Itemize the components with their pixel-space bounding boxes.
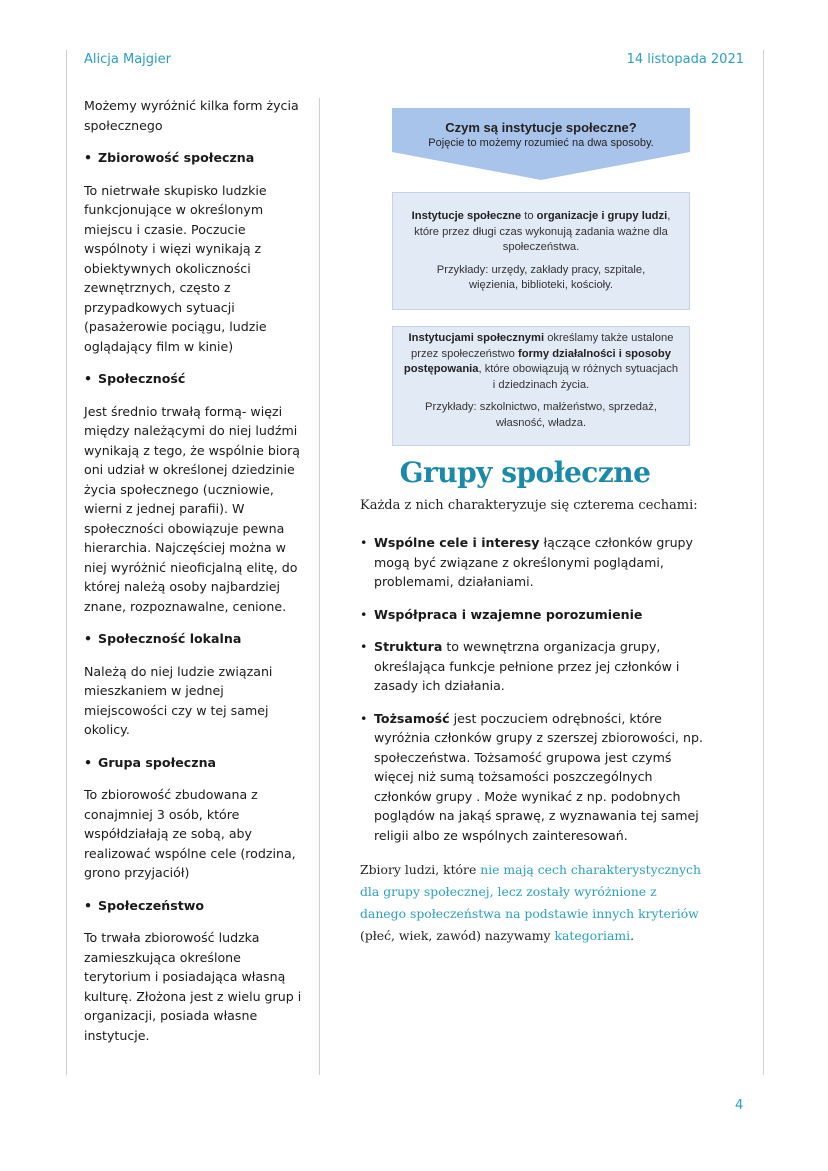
bullet-icon: • (360, 535, 368, 550)
section-title: Grupy społeczne (399, 456, 651, 489)
diagram-subtitle: Pojęcie to możemy rozumieć na dwa sposoby. (428, 137, 654, 149)
section-text: To nietrwałe skupisko ludzkie funkcjonujące w określonym miejscu i czasie. Poczucie wspólnoty i więzi wynikają z obiektywnych okoliczności zewnętrznych, często z przypadkowych sytuacji (pasażerowie pociągu, ludzie oglądający film w kinie) (84, 182, 267, 354)
diagram-title: Czym są instytucje społeczne? (445, 120, 637, 135)
list-item: • Tożsamość jest poczuciem odrębności, które wyróżnia członków grupy z szerszej zbiorowości, np. społeczeństwa. Tożsamość grupowa jest czymś więcej niż sumą tożsamości poszczególnych członków grupy . Może wynikać z np. podobnych poglądów na jakąś sprawę, z wyznawania tej samej religii albo ze wspólnych zainteresowań. (360, 710, 703, 843)
bullet-icon: • (360, 639, 368, 654)
bullet-icon: • (360, 606, 368, 622)
page-number: 4 (735, 1098, 744, 1113)
section-text: Jest średnio trwałą formą- więzi między należącymi do niej ludźmi wynikają z tego, że wspólnie biorą oni udział w określonej dziedzinie życia społecznego (uczniowie, wierni z jednej parafii). W społeczności obowiązuje pewna hierarchia. Najczęściej można w niej wyróżnić nieoficjalną elitę, do której należą osoby najbardziej znane, rozpoznawalne, cenione. (84, 403, 300, 614)
features-list (360, 533, 705, 858)
section-heading: • Społeczność (84, 369, 309, 389)
bullet-icon: • (84, 754, 93, 770)
section-text: Należą do niej ludzie związani mieszkaniem w jednej miejscowości czy w tej samej okolicy. (84, 663, 273, 737)
header-date: 14 listopada 2021 (626, 52, 744, 67)
header-author: Alicja Majgier (84, 52, 171, 67)
institutions-diagram (392, 108, 690, 429)
definition-box-1: Instytucje społeczne to organizacje i grupy ludzi, które przez długi czas wykonują zadania ważne dla społeczeństwa. Przykłady: urzędy, zakłady pracy, szpitale, więzienia, biblioteki, kościoły. (392, 192, 690, 310)
bullet-icon: • (84, 631, 93, 646)
page-left-rule (66, 50, 67, 1075)
highlighted-term: kategoriami (554, 928, 631, 943)
list-item: • Wspólne cele i interesy łączące członków grupy mogą być związane z określonymi poglądami, problemami, działaniami. (360, 535, 693, 589)
bullet-icon: • (84, 371, 93, 386)
bullet-icon: • (360, 710, 368, 726)
section-heading: • Grupa społeczna (84, 753, 309, 773)
list-item: • Współpraca i wzajemne porozumienie (360, 605, 705, 625)
bullet-icon: • (84, 150, 93, 165)
section-heading: • Społeczeństwo (84, 896, 309, 916)
section-heading: • Zbiorowość społeczna (84, 148, 309, 168)
highlighted-text: nie mają cech charakterystycznych dla grupy społecznej, lecz zostały wyróżnione z danego społeczeństwa na podstawie innych kryteriów (360, 862, 701, 921)
page-right-rule (763, 50, 764, 1075)
section-text: To trwała zbiorowość ludzka zamieszkująca określone terytorium i posiadająca własną kulturę. Złożona jest z wielu grup i organizacji, posiada własne instytucje. (84, 930, 302, 1043)
left-column (84, 96, 309, 1058)
section-heading: • Społeczność lokalna (84, 629, 309, 649)
section-intro: Każda z nich charakteryzuje się czterema cechami: (360, 498, 698, 513)
diagram-arrow (392, 108, 690, 180)
examples-text: Przykłady: urzędy, zakłady pracy, szpitale, więzienia, biblioteki, kościoły. (436, 263, 646, 291)
examples-text: Przykłady: szkolnictwo, małżeństwo, sprzedaż, własność, władza. (425, 401, 657, 429)
definition-box-2: Instytucjami społecznymi określamy także ustalone przez społeczeństwo formy działalności i sposoby postępowania, które obowiązują w różnych sytuacjach i dziedzinach życia. Przykłady: szkolnictwo, małżeństwo, sprzedaż, własność, władza. (392, 326, 690, 446)
closing-paragraph: Zbiory ludzi, które nie mają cech charakterystycznych dla grupy społecznej, lecz zostały wyróżnione z danego społeczeństwa na podstawie innych kryteriów (płeć, wiek, zawód) nazywamy kategoriami. (360, 862, 701, 943)
list-item: • Struktura to wewnętrzna organizacja grupy, określająca funkcje pełnione przez jej członków i zasady ich działania. (360, 639, 680, 693)
left-intro: Możemy wyróżnić kilka form życia społecznego (84, 98, 299, 133)
column-divider (319, 98, 320, 1075)
bullet-icon: • (84, 897, 93, 913)
section-text: To zbiorowość zbudowana z conajmniej 3 osób, które współdziałają ze sobą, aby realizować wspólne cele (rodzina, grono przyjaciół) (84, 787, 296, 880)
